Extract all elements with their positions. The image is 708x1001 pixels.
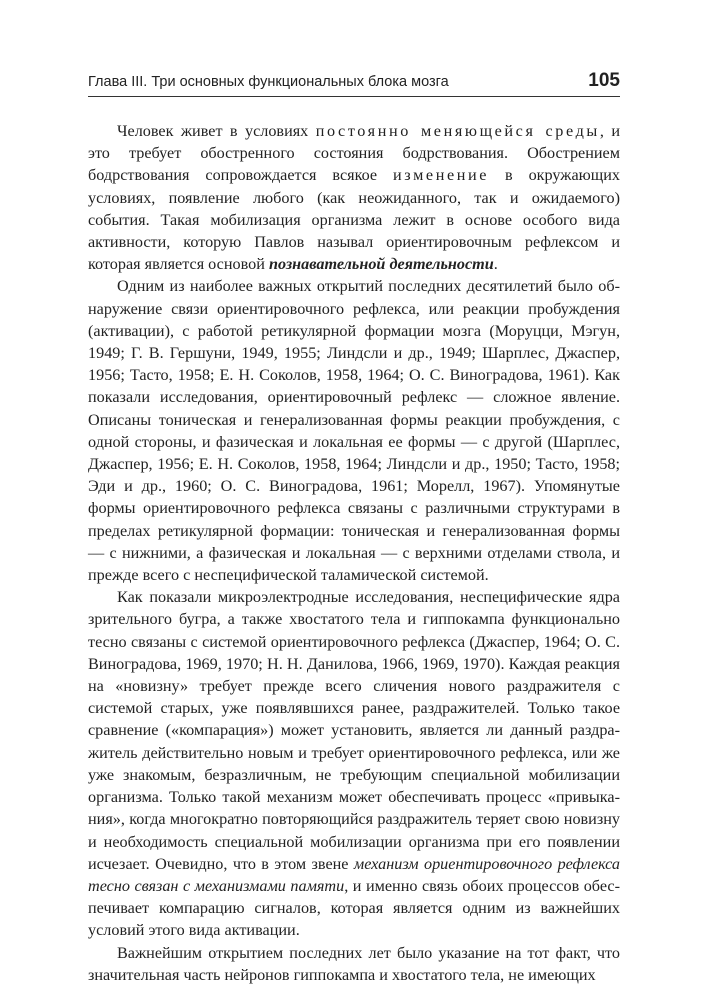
page-number: 105 [588,70,620,91]
paragraph-2 [88,275,620,586]
spaced-emphasis: постоянно меняющейся среды [315,122,600,140]
text-run: , и это требует обостренного состояния бодрствования. Обострением бодрствования сопровождается всякое [88,122,621,185]
chapter-title: Глава III. Три основных функциональных блока мозга [88,74,449,90]
header-rule [88,96,620,97]
paragraph-3 [88,586,620,941]
text-run: Как показали микроэлектродные исследования, неспецифические ядра зрительного бугра, а также хвостатого тела и гиппокампа функционально тесно связаны с системой ориентировочного рефлекса (Джаспер, 1964; О. С. Виноградова, 1969, 1970; Н. Н. Данилова, 1966, 1969, 1970). Каждая реакция на «новизну» требует прежде всего сличения нового раздражителя с системой старых, уже появлявшихся ранее, раздражителей. Только такое сравнение («компарация») может установить, является ли данный раздражитель действительно новым и требует ориентировочного рефлекса, или же уже знакомым, безразличным, не требующим специальной мобилизации организма. Только такой механизм может обеспечивать процесс «привыкания», когда многократно повторяющийся раздражитель теряет свою новизну и необходимость специальной мобилизации организма при его появлении исчезает. Очевидно, что в этом звене [88,588,620,873]
text-run: Человек живет в условиях [117,122,316,140]
paragraph-1 [88,120,620,275]
text-run: Важнейшим открытием последних лет было указание на тот факт, что значительная часть нейронов гиппокампа и хвостатого тела, не имеющих [88,943,620,984]
text-run: , и именно связь обоих процессов обеспечивает компарацию сигналов, которая является одним из важнейших условий этого вида активации. [88,876,620,940]
text-run: Одним из наиболее важных открытий последних десятилетий было обнаружение связи ориентировочного рефлекса, или реакции пробуждения (активации), с работой ретикулярной формации мозга (Моруцци, Мэгун, 1949; Г. В. Гершуни, 1949, 1955; Линдсли и др., 1949; Шарплес, Джаспер, 1956; Тасто, 1958; Е. Н. Соколов, 1958, 1964; О. С. Виноградова, 1961). Как показали исследования, ориентировочный рефлекс — сложное явление. Описаны тоническая и генерализованная формы реакции пробуждения, с одной стороны, и фазическая и локальная ее формы — с другой (Шарплес, Джаспер, 1956; Е. Н. Соколов, 1958, 1964; Линдсли и др., 1950; Тасто, 1958; Эди и др., 1960; О. С. Виноградова, 1961; Морелл, 1967). Упомянутые формы ориентировочного рефлекса связаны с различными структурами в пределах ретикулярной формации: тоническая и генерализованная формы — с нижними, а фазическая и локальная — с верхними отделами ствола, и прежде всего с неспецифической таламической системой. [88,277,620,585]
text-run: в окружающих условиях, появление любого (как неожиданного, так и ожидаемого) события. Такая мобилизация организма лежит в основе особого вида активности, которую Павлов называл ориентировочным рефлексом и которая является основой [88,166,620,274]
running-head [88,70,620,96]
italic-emphasis: механизм ориентировочного рефлекса тесно связан с механизмами памяти [88,854,620,895]
body-text [88,120,620,986]
paragraph-4 [88,942,620,986]
text-run: . [493,255,498,274]
bold-italic-term: познавательной деятельности [268,255,494,274]
spaced-emphasis: изменение [393,166,490,185]
